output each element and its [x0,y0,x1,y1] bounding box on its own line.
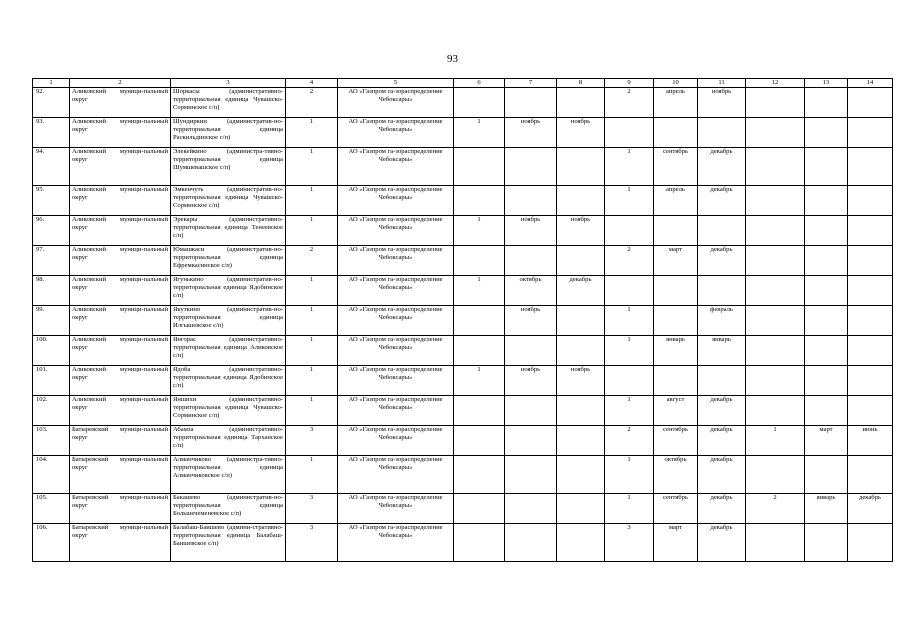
cell-c13: март [805,426,848,456]
cell-c11: декабрь [698,426,746,456]
table-row [33,88,893,118]
cell-c6 [454,524,505,562]
cell-c12 [746,88,805,118]
column-header-5: 5 [338,79,454,88]
column-header-6: 6 [454,79,505,88]
cell-okrug: Аликовский муници-пальный округ [70,88,171,118]
cell-okrug: Аликовский муници-пальный округ [70,336,171,366]
cell-okrug: Батыревский муници-пальный округ [70,524,171,562]
cell-c13 [805,216,848,246]
table-row [33,426,893,456]
cell-n: 99. [33,306,70,336]
cell-n: 106. [33,524,70,562]
cell-c7: ноябрь [505,366,557,396]
cell-c4: 1 [286,276,338,306]
cell-n: 95. [33,186,70,216]
cell-c13 [805,276,848,306]
cell-settlement: Якуткино (административ-но-территориальная единица Илгышевское с/п) [171,306,286,336]
cell-c9: 1 [605,186,654,216]
cell-settlement: Эрекары (административно-территориальная единица Тенеевское с/п) [171,216,286,246]
table-row [33,456,893,494]
cell-c4: 1 [286,186,338,216]
cell-c14 [848,88,893,118]
cell-c10: октябрь [654,456,698,494]
cell-n: 103. [33,426,70,456]
cell-c6 [454,494,505,524]
cell-c11: декабрь [698,456,746,494]
cell-settlement: Юмашкаси (административ-но-территориальная единица Ефремкасинское с/п) [171,246,286,276]
cell-c14 [848,118,893,148]
cell-c11: декабрь [698,148,746,186]
cell-settlement: Абамза (административно-территориальная единица Тарханское с/п) [171,426,286,456]
cell-c12 [746,336,805,366]
cell-c6 [454,306,505,336]
cell-okrug: Батыревский муници-пальный округ [70,426,171,456]
cell-n: 98. [33,276,70,306]
cell-c6: 1 [454,366,505,396]
cell-c8 [557,396,605,426]
cell-c11: январь [698,336,746,366]
cell-c11: декабрь [698,494,746,524]
table-row [33,336,893,366]
cell-c7: октябрь [505,276,557,306]
cell-c12 [746,118,805,148]
cell-c14 [848,456,893,494]
cell-c10: сентябрь [654,148,698,186]
cell-c11: ноябрь [698,88,746,118]
table-row [33,118,893,148]
cell-settlement: Яншихи (административно-территориальная единица Чувашско-Сорминское с/п) [171,396,286,426]
cell-c11: декабрь [698,524,746,562]
cell-c7 [505,148,557,186]
cell-c10 [654,306,698,336]
cell-c4: 1 [286,118,338,148]
cell-c4: 1 [286,456,338,494]
cell-c8 [557,186,605,216]
cell-c9: 1 [605,306,654,336]
cell-c14 [848,246,893,276]
column-header-13: 13 [805,79,848,88]
page-number: 93 [447,53,458,65]
cell-okrug: Аликовский муници-пальный округ [70,216,171,246]
cell-n: 97. [33,246,70,276]
cell-c14: декабрь [848,494,893,524]
cell-c14 [848,186,893,216]
cell-c10 [654,216,698,246]
cell-org: АО «Газпром га-зораспределение Чебоксары» [338,306,454,336]
cell-c4: 2 [286,88,338,118]
cell-c7 [505,88,557,118]
cell-c13: январь [805,494,848,524]
cell-c10 [654,118,698,148]
cell-c6 [454,456,505,494]
cell-c4: 3 [286,426,338,456]
cell-c6: 1 [454,118,505,148]
cell-c13 [805,396,848,426]
cell-settlement: Элекейкино (администра-тивно-территориальная единица Шумшевашское с/п) [171,148,286,186]
cell-org: АО «Газпром га-зораспределение Чебоксары» [338,186,454,216]
cell-c6: 1 [454,216,505,246]
cell-c4: 1 [286,216,338,246]
cell-c7 [505,456,557,494]
cell-n: 105. [33,494,70,524]
cell-c14 [848,366,893,396]
cell-c8 [557,88,605,118]
table-row [33,276,893,306]
cell-c14 [848,306,893,336]
cell-c6 [454,88,505,118]
table-row [33,148,893,186]
table-row [33,366,893,396]
cell-c8 [557,306,605,336]
cell-n: 96. [33,216,70,246]
cell-c6: 1 [454,276,505,306]
cell-c7 [505,494,557,524]
cell-c9 [605,366,654,396]
cell-c13 [805,524,848,562]
cell-c12 [746,186,805,216]
cell-c10: апрель [654,88,698,118]
cell-c7 [505,336,557,366]
cell-okrug: Аликовский муници-пальный округ [70,396,171,426]
cell-org: АО «Газпром га-зораспределение Чебоксары» [338,426,454,456]
cell-n: 94. [33,148,70,186]
cell-okrug: Батыревский муници-пальный округ [70,494,171,524]
cell-c13 [805,148,848,186]
cell-c9: 3 [605,524,654,562]
cell-c11: февраль [698,306,746,336]
cell-c8: ноябрь [557,118,605,148]
cell-c14 [848,216,893,246]
column-header-14: 14 [848,79,893,88]
cell-c12: 2 [746,494,805,524]
cell-c13 [805,306,848,336]
cell-org: АО «Газпром га-зораспределение Чебоксары» [338,336,454,366]
cell-c8: ноябрь [557,366,605,396]
column-header-12: 12 [746,79,805,88]
cell-c9 [605,276,654,306]
cell-c10: март [654,524,698,562]
table-body [33,88,893,562]
cell-c13 [805,366,848,396]
cell-c13 [805,456,848,494]
cell-c9: 1 [605,456,654,494]
cell-c7: ноябрь [505,306,557,336]
cell-c11: декабрь [698,396,746,426]
cell-c6 [454,336,505,366]
cell-org: АО «Газпром га-зораспределение Чебоксары» [338,246,454,276]
cell-okrug: Аликовский муници-пальный округ [70,148,171,186]
cell-c4: 1 [286,148,338,186]
cell-c10: апрель [654,186,698,216]
cell-okrug: Аликовский муници-пальный округ [70,306,171,336]
cell-c4: 1 [286,366,338,396]
column-header-7: 7 [505,79,557,88]
cell-c9 [605,118,654,148]
cell-n: 93. [33,118,70,148]
cell-c4: 1 [286,336,338,366]
cell-c14 [848,276,893,306]
cell-c9: 1 [605,336,654,366]
cell-c9: 2 [605,426,654,456]
cell-c7: ноябрь [505,118,557,148]
cell-c9: 1 [605,148,654,186]
cell-c13 [805,246,848,276]
cell-c14: июнь [848,426,893,456]
cell-org: АО «Газпром га-зораспределение Чебоксары» [338,456,454,494]
cell-c10: январь [654,336,698,366]
cell-c12 [746,216,805,246]
cell-org: АО «Газпром га-зораспределение Чебоксары» [338,396,454,426]
cell-n: 101. [33,366,70,396]
column-header-2: 2 [70,79,171,88]
cell-c9: 2 [605,246,654,276]
cell-c13 [805,186,848,216]
cell-c11 [698,276,746,306]
cell-n: 100. [33,336,70,366]
cell-c14 [848,336,893,366]
table-row [33,216,893,246]
cell-settlement: Ядоба (административно-территориальная единица Ядобинское с/п) [171,366,286,396]
cell-okrug: Аликовский муници-пальный округ [70,246,171,276]
cell-org: АО «Газпром га-зораспределение Чебоксары» [338,88,454,118]
gasification-table [32,78,893,562]
cell-c6 [454,246,505,276]
cell-c10: сентябрь [654,426,698,456]
cell-settlement: Балабаш-Баишево (админи-стративно-территориальная единица Балабаш-Баишевское с/п) [171,524,286,562]
cell-c6 [454,426,505,456]
cell-c8 [557,524,605,562]
cell-c12: 1 [746,426,805,456]
cell-n: 104. [33,456,70,494]
cell-c12 [746,148,805,186]
cell-org: АО «Газпром га-зораспределение Чебоксары» [338,216,454,246]
cell-c7: ноябрь [505,216,557,246]
cell-org: АО «Газпром га-зораспределение Чебоксары» [338,494,454,524]
cell-org: АО «Газпром га-зораспределение Чебоксары» [338,366,454,396]
cell-c12 [746,456,805,494]
cell-c12 [746,366,805,396]
cell-c7 [505,426,557,456]
table-row [33,494,893,524]
cell-c9: 1 [605,494,654,524]
cell-c8 [557,426,605,456]
cell-c9: 1 [605,396,654,426]
cell-c4: 3 [286,494,338,524]
cell-c10: март [654,246,698,276]
column-header-9: 9 [605,79,654,88]
cell-c12 [746,306,805,336]
cell-n: 92. [33,88,70,118]
column-header-1: 1 [33,79,70,88]
cell-c11 [698,366,746,396]
column-header-3: 3 [171,79,286,88]
column-header-10: 10 [654,79,698,88]
cell-c13 [805,118,848,148]
cell-okrug: Аликовский муници-пальный округ [70,118,171,148]
cell-c11: декабрь [698,246,746,276]
cell-c10 [654,276,698,306]
cell-c7 [505,186,557,216]
cell-c14 [848,396,893,426]
cell-c8 [557,456,605,494]
table-row [33,306,893,336]
cell-okrug: Аликовский муници-пальный округ [70,186,171,216]
cell-c7 [505,396,557,426]
cell-c8: декабрь [557,276,605,306]
cell-settlement: Бакашево (административ-но-территориальная единица Большечеменевское с/п) [171,494,286,524]
cell-okrug: Аликовский муници-пальный округ [70,366,171,396]
cell-c10 [654,366,698,396]
cell-c4: 2 [286,246,338,276]
cell-c4: 1 [286,396,338,426]
cell-c12 [746,524,805,562]
cell-c11 [698,118,746,148]
cell-okrug: Батыревский муници-пальный округ [70,456,171,494]
cell-c13 [805,336,848,366]
cell-okrug: Аликовский муници-пальный округ [70,276,171,306]
cell-settlement: Ягунькино (административ-но-территориальная единица Ядобинское с/п) [171,276,286,306]
header-row [33,79,893,88]
column-header-4: 4 [286,79,338,88]
cell-c7 [505,524,557,562]
cell-c12 [746,396,805,426]
cell-org: АО «Газпром га-зораспределение Чебоксары» [338,118,454,148]
cell-c12 [746,246,805,276]
cell-c6 [454,396,505,426]
cell-c11 [698,216,746,246]
cell-settlement: Шоркасы (административно-территориальная единица Чувашско-Сорминское с/п) [171,88,286,118]
cell-c11: декабрь [698,186,746,216]
cell-settlement: Алманчиково (администра-тивно-территориальная единица Алманчиковское с/п) [171,456,286,494]
cell-c6 [454,186,505,216]
cell-c14 [848,148,893,186]
table-row [33,186,893,216]
cell-c4: 3 [286,524,338,562]
column-header-8: 8 [557,79,605,88]
cell-n: 102. [33,396,70,426]
cell-c6 [454,148,505,186]
cell-c4: 1 [286,306,338,336]
cell-c14 [848,524,893,562]
cell-c10: сентябрь [654,494,698,524]
cell-c8 [557,246,605,276]
cell-c10: август [654,396,698,426]
cell-c9: 2 [605,88,654,118]
cell-c8 [557,336,605,366]
cell-c8 [557,148,605,186]
cell-org: АО «Газпром га-зораспределение Чебоксары» [338,524,454,562]
cell-c8: ноябрь [557,216,605,246]
cell-settlement: Янгорас (административно-территориальная единица Аликовское с/п) [171,336,286,366]
table-row [33,524,893,562]
cell-c9 [605,216,654,246]
cell-org: АО «Газпром га-зораспределение Чебоксары» [338,148,454,186]
cell-settlement: Эмкенчуть (административ-но-территориальная единица Чувашско-Сорминское с/п) [171,186,286,216]
table-row [33,246,893,276]
table-row [33,396,893,426]
cell-c13 [805,88,848,118]
cell-c8 [557,494,605,524]
cell-org: АО «Газпром га-зораспределение Чебоксары» [338,276,454,306]
cell-settlement: Шундиркин (административ-но-территориальная единица Раскильдинское с/п) [171,118,286,148]
cell-c7 [505,246,557,276]
column-header-11: 11 [698,79,746,88]
cell-c12 [746,276,805,306]
